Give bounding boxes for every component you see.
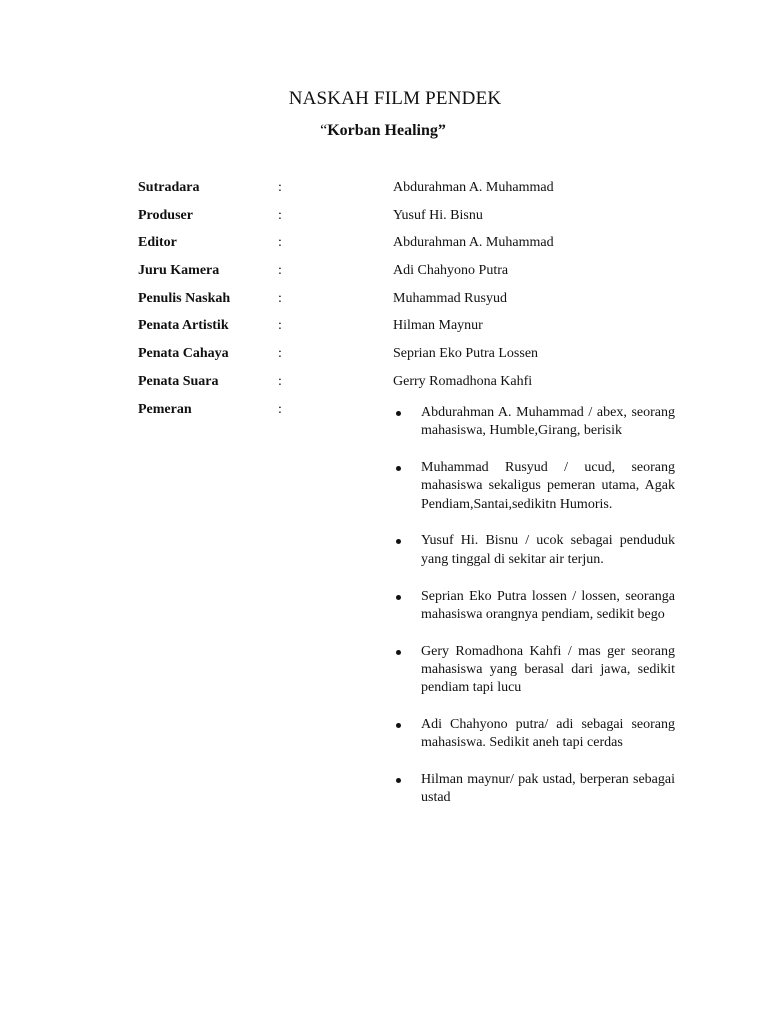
- film-title-text: Korban Healing”: [327, 122, 446, 139]
- crew-colon: :: [278, 373, 282, 389]
- crew-value: Hilman Maynur: [393, 318, 483, 334]
- cast-list: [393, 404, 675, 826]
- bullet-icon: [396, 723, 401, 728]
- cast-item-text: Gery Romadhona Kahfi / mas ger seorang mahasiswa yang berasal dari jawa, sedikit pendiam tapi lucu: [421, 643, 675, 696]
- crew-colon: :: [278, 180, 282, 195]
- crew-label: Penata Suara: [138, 373, 219, 389]
- crew-label: Penata Cahaya: [138, 346, 229, 362]
- crew-row-penata-suara: [138, 374, 678, 402]
- crew-value: Gerry Romadhona Kahfi: [393, 373, 533, 389]
- cast-item-text: Abdurahman A. Muhammad / abex, seorang mahasiswa, Humble,Girang, berisik: [421, 405, 675, 439]
- cast-item: [393, 771, 675, 808]
- bullet-icon: [396, 595, 401, 600]
- crew-row-produser: [138, 208, 678, 236]
- cast-item-text: Adi Chahyono putra/ adi sebagai seorang mahasiswa. Sedikit aneh tapi cerdas: [421, 717, 675, 751]
- crew-row-penulis-naskah: [138, 291, 678, 319]
- crew-colon: :: [278, 207, 282, 223]
- cast-item: [393, 588, 675, 625]
- cast-item: [393, 459, 675, 514]
- crew-colon: :: [278, 346, 282, 362]
- bullet-icon: [396, 539, 401, 544]
- crew-value: Abdurahman A. Muhammad: [393, 235, 554, 251]
- crew-colon: :: [278, 263, 282, 279]
- crew-label: Produser: [138, 207, 193, 223]
- crew-row-sutradara: [138, 180, 678, 208]
- cast-item: [393, 404, 675, 441]
- crew-value: Yusuf Hi. Bisnu: [393, 207, 483, 223]
- crew-row-penata-cahaya: [138, 346, 678, 374]
- bullet-icon: [396, 411, 401, 416]
- crew-label: Pemeran: [138, 401, 192, 417]
- crew-value: Adi Chahyono Putra: [393, 263, 509, 279]
- crew-colon: :: [278, 290, 282, 306]
- bullet-icon: [396, 778, 401, 783]
- crew-value: Muhammad Rusyud: [393, 290, 507, 306]
- cast-item-text: Hilman maynur/ pak ustad, berperan sebagai ustad: [421, 772, 675, 806]
- crew-value: Seprian Eko Putra Lossen: [393, 346, 539, 362]
- bullet-icon: [396, 650, 401, 655]
- crew-row-juru-kamera: [138, 263, 678, 291]
- bullet-icon: [396, 466, 401, 471]
- crew-label: Penata Artistik: [138, 318, 229, 334]
- crew-colon: :: [278, 235, 282, 251]
- cast-item-text: Yusuf Hi. Bisnu / ucok sebagai penduduk yang tinggal di sekitar air terjun.: [421, 533, 675, 567]
- crew-list: [138, 180, 678, 429]
- film-title: [0, 122, 766, 140]
- crew-row-editor: [138, 235, 678, 263]
- crew-colon: :: [278, 318, 282, 334]
- crew-label: Editor: [138, 235, 177, 251]
- cast-item-text: Seprian Eko Putra lossen / lossen, seoranga mahasiswa orangnya pendiam, sedikit bego: [421, 588, 675, 622]
- crew-label: Penulis Naskah: [138, 290, 231, 306]
- cast-item: [393, 532, 675, 569]
- film-title-open-quote: “: [320, 122, 328, 139]
- cast-item-text: Muhammad Rusyud / ucud, seorang mahasiswa sekaligus pemeran utama, Agak Pendiam,Santai,sedikitn Humoris.: [421, 460, 675, 512]
- cast-item: [393, 716, 675, 753]
- crew-colon: :: [278, 401, 282, 417]
- crew-row-penata-artistik: [138, 318, 678, 346]
- cast-item: [393, 643, 675, 698]
- crew-label: Sutradara: [138, 180, 200, 195]
- document-title: NASKAH FILM PENDEK: [288, 88, 502, 109]
- crew-value: Abdurahman A. Muhammad: [393, 180, 554, 195]
- crew-label: Juru Kamera: [138, 263, 220, 279]
